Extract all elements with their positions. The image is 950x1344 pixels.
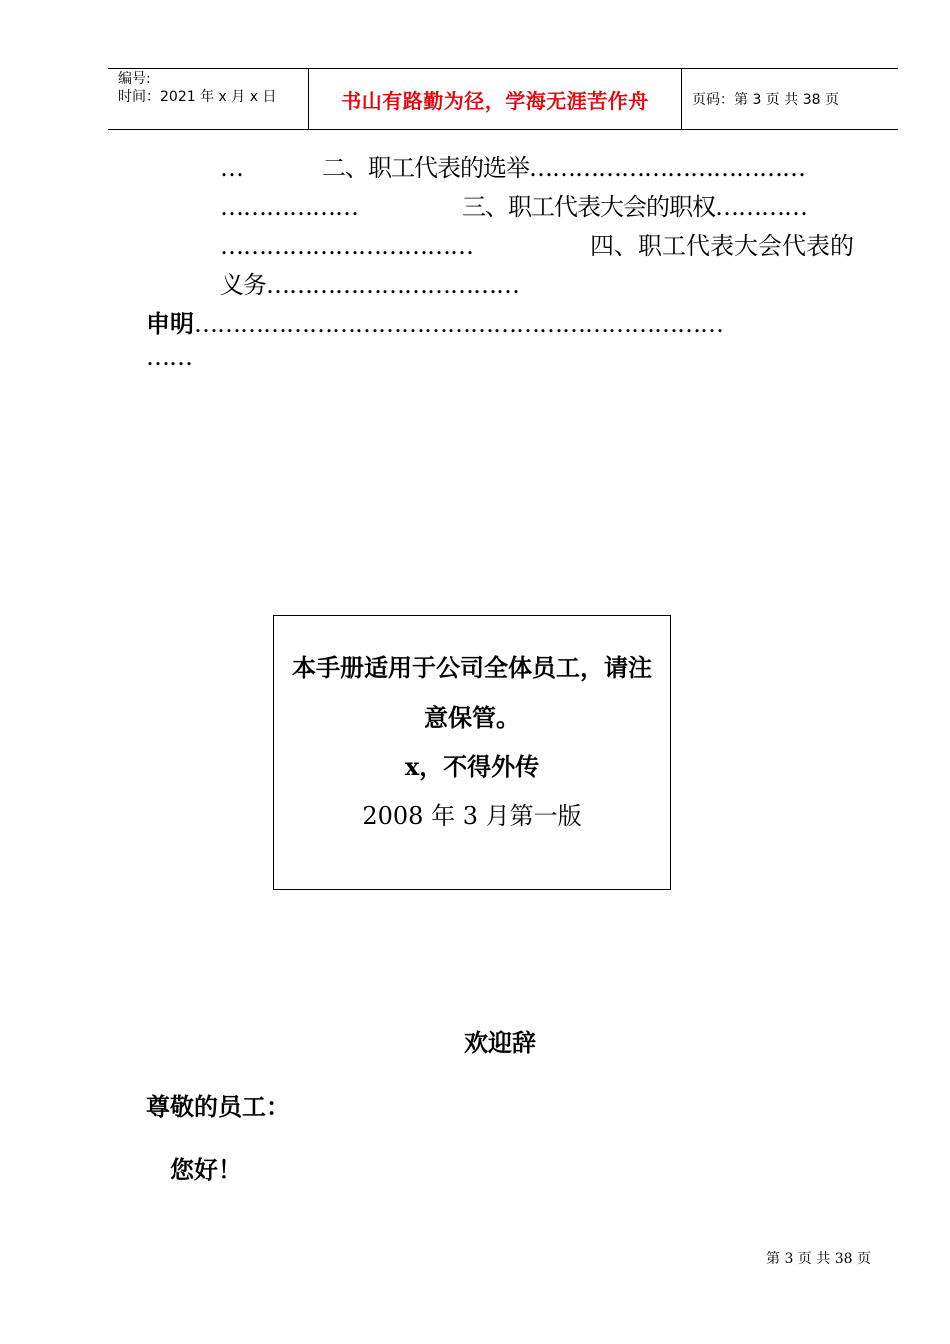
toc-line-1-lead: … bbox=[220, 154, 244, 182]
toc-line-2-lead: ……………… bbox=[220, 193, 358, 221]
statement-label: 申明 bbox=[146, 309, 194, 338]
welcome-greeting: 您好！ bbox=[170, 1155, 242, 1184]
toc-entry-duties-cont: 义务…………………………… bbox=[220, 271, 519, 299]
toc-entry-statement bbox=[146, 309, 723, 339]
notice-box bbox=[273, 615, 671, 890]
toc-statement-tail: …… bbox=[146, 343, 192, 371]
header-meta bbox=[108, 69, 309, 129]
header-page-cell bbox=[682, 69, 898, 129]
page-header bbox=[108, 68, 898, 130]
document-number-label: 编号: bbox=[118, 71, 151, 87]
toc-entry-powers: 三、职工代表大会的职权………… bbox=[462, 193, 807, 221]
statement-dots: …………………………………………………………… bbox=[194, 310, 723, 338]
welcome-salutation: 尊敬的员工： bbox=[146, 1092, 290, 1121]
notice-line-2: 意保管。 bbox=[424, 703, 520, 732]
header-page-number: 页码：第 3 页 共 38 页 bbox=[692, 92, 839, 108]
document-date: 时间：2021 年 x 月 x 日 bbox=[118, 89, 277, 105]
notice-edition: 2008 年 3 月第一版 bbox=[362, 802, 582, 830]
page-footer: 第 3 页 共 38 页 bbox=[766, 1251, 871, 1267]
toc-entry-duties: 四、职工代表大会代表的 bbox=[590, 232, 854, 260]
toc-entry-election: 二、职工代表的选举……………………………… bbox=[322, 154, 805, 182]
welcome-title: 欢迎辞 bbox=[464, 1028, 536, 1057]
notice-line-1: 本手册适用于公司全体员工，请注 bbox=[292, 653, 652, 682]
header-motto-cell bbox=[309, 69, 682, 129]
header-motto: 书山有路勤为径，学海无涯苦作舟 bbox=[341, 88, 649, 113]
toc-line-3-lead: …………………………… bbox=[220, 232, 473, 260]
notice-confidential: x，不得外传 bbox=[404, 752, 540, 781]
